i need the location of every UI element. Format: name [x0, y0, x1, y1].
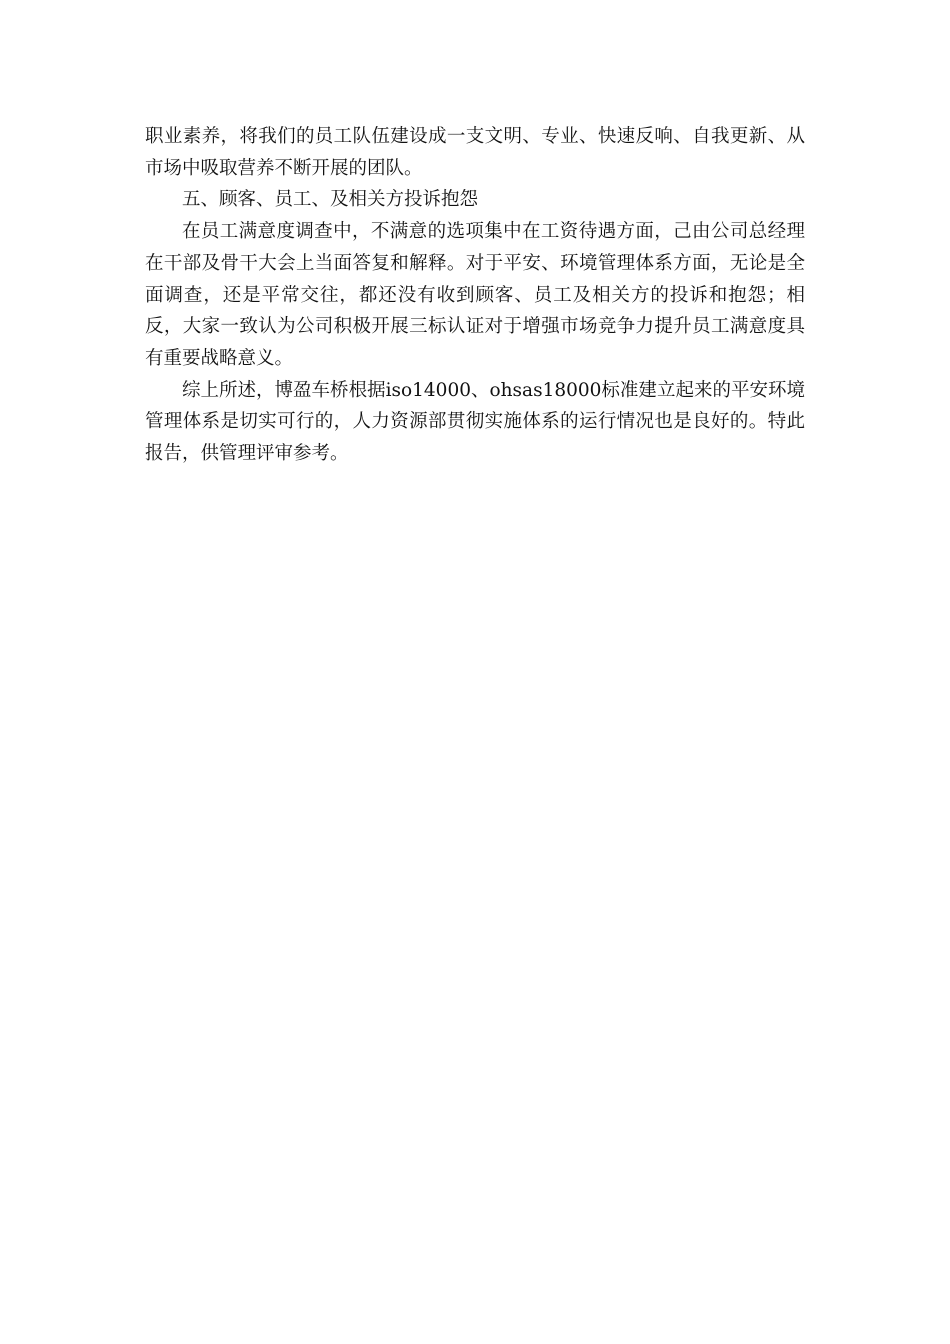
document-body: [145, 121, 805, 470]
paragraph-continuation: 职业素养，将我们的员工队伍建设成一支文明、专业、快速反响、自我更新、从市场中吸取营养不断开展的团队。: [145, 126, 805, 179]
paragraph-complaints: 在员工满意度调查中，不满意的选项集中在工资待遇方面，己由公司总经理在干部及骨干大会上当面答复和解释。对于平安、环境管理体系方面，无论是全面调查，还是平常交往，都还没有收到顾客、员工及相关方的投诉和抱怨；相反，大家一致认为公司积极开展三标认证对于增强市场竞争力提升员工满意度具有重要战略意义。: [145, 221, 805, 369]
paragraph-conclusion: 综上所述，博盈车桥根据iso14000、ohsas18000标准建立起来的平安环境管理体系是切实可行的，人力资源部贯彻实施体系的运行情况也是良好的。特此报告，供管理评审参考。: [145, 379, 805, 465]
section-heading: 五、顾客、员工、及相关方投诉抱怨: [182, 189, 479, 211]
